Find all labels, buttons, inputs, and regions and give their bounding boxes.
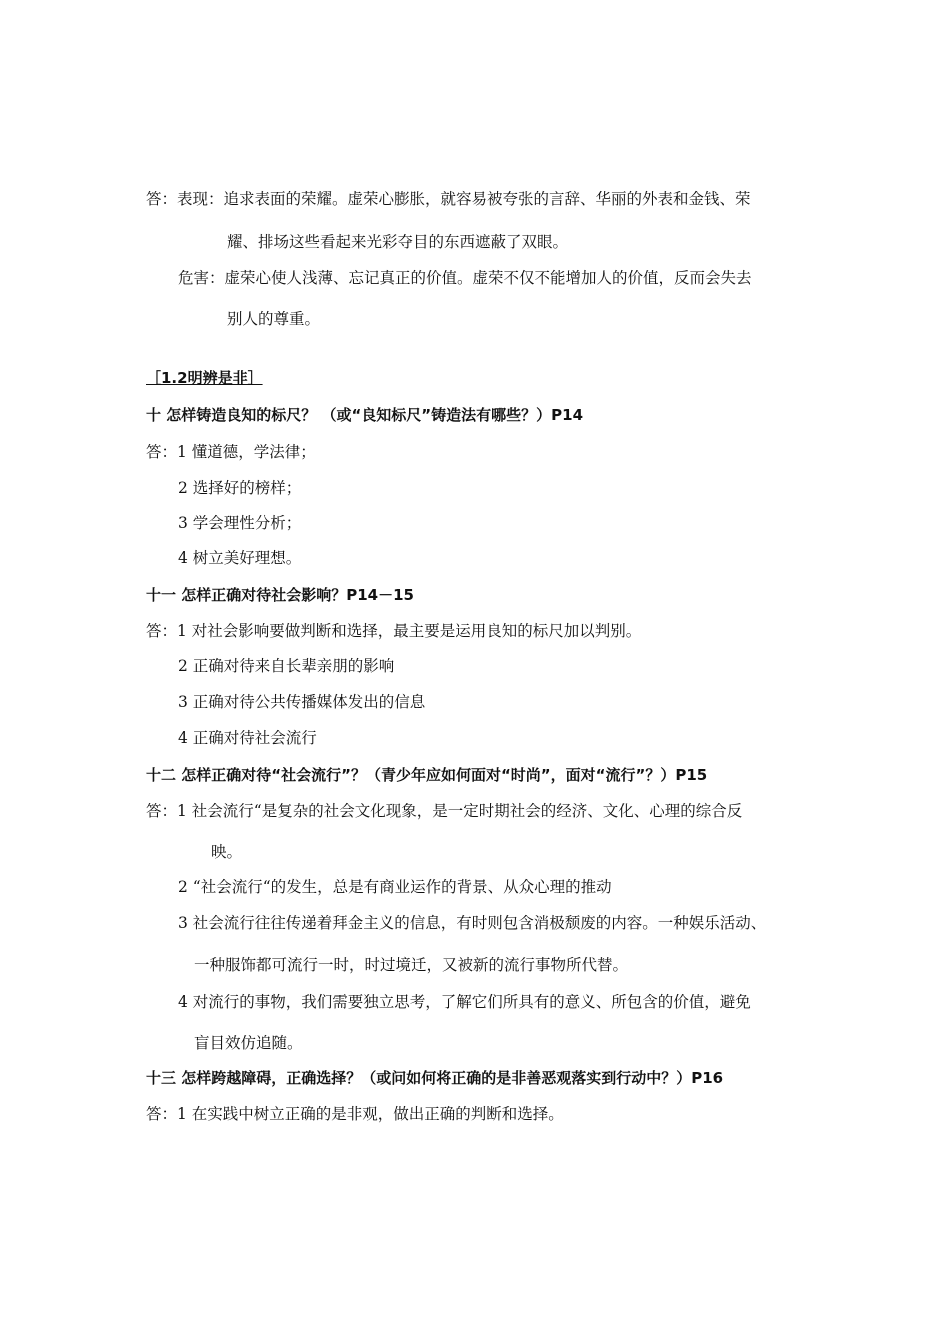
question-10-title: 十 怎样铸造良知的标尺？ （或“良知标尺”铸造法有哪些？）P14 [146, 406, 584, 424]
q11-answer-1: 答：1 对社会影响要做判断和选择，最主要是运用良知的标尺加以判别。 [146, 622, 642, 640]
q11-answer-2: 2 正确对待来自长辈亲朋的影响 [178, 657, 395, 675]
section-heading: ［1.2明辨是非］ [146, 369, 263, 387]
q12-answer-1: 答：1 社会流行“是复杂的社会文化现象，是一定时期社会的经济、文化、心理的综合反 [146, 802, 743, 820]
q12-answer-1-cont: 映。 [211, 843, 243, 861]
intro-line-3: 危害：虚荣心使人浅薄、忘记真正的价值。虚荣不仅不能增加人的价值，反而会失去 [178, 269, 752, 287]
q13-answer-1: 答：1 在实践中树立正确的是非观，做出正确的判断和选择。 [146, 1105, 564, 1123]
q12-answer-4-cont: 盲目效仿追随。 [194, 1034, 303, 1052]
q12-answer-3: 3 社会流行往往传递着拜金主义的信息，有时则包含消极颓废的内容。一种娱乐活动、 [178, 914, 767, 932]
intro-line-4: 别人的尊重。 [227, 310, 321, 328]
q12-answer-3-cont: 一种服饰都可流行一时，时过境迁，又被新的流行事物所代替。 [194, 956, 629, 974]
question-12-title: 十二 怎样正确对待“社会流行”？（青少年应如何面对“时尚”，面对“流行”？）P15 [146, 766, 708, 784]
intro-line-2: 耀、排场这些看起来光彩夺目的东西遮蔽了双眼。 [227, 233, 569, 251]
question-11-title: 十一 怎样正确对待社会影响？P14－15 [146, 586, 414, 604]
q12-answer-4: 4 对流行的事物，我们需要独立思考，了解它们所具有的意义、所包含的价值，避免 [178, 993, 751, 1011]
q11-answer-3: 3 正确对待公共传播媒体发出的信息 [178, 693, 426, 711]
q10-answer-3: 3 学会理性分析； [178, 514, 302, 532]
q10-answer-4: 4 树立美好理想。 [178, 549, 302, 567]
intro-line-1: 答：表现：追求表面的荣耀。虚荣心膨胀，就容易被夸张的言辞、华丽的外表和金钱、荣 [146, 190, 751, 208]
q10-answer-1: 答：1 懂道德，学法律； [146, 443, 316, 461]
q10-answer-2: 2 选择好的榜样； [178, 479, 302, 497]
q11-answer-4: 4 正确对待社会流行 [178, 729, 317, 747]
q12-answer-2: 2 “社会流行“的发生，总是有商业运作的背景、从众心理的推动 [178, 878, 612, 896]
question-13-title: 十三 怎样跨越障碍，正确选择？（或问如何将正确的是非善恶观落实到行动中？）P16 [146, 1069, 724, 1087]
